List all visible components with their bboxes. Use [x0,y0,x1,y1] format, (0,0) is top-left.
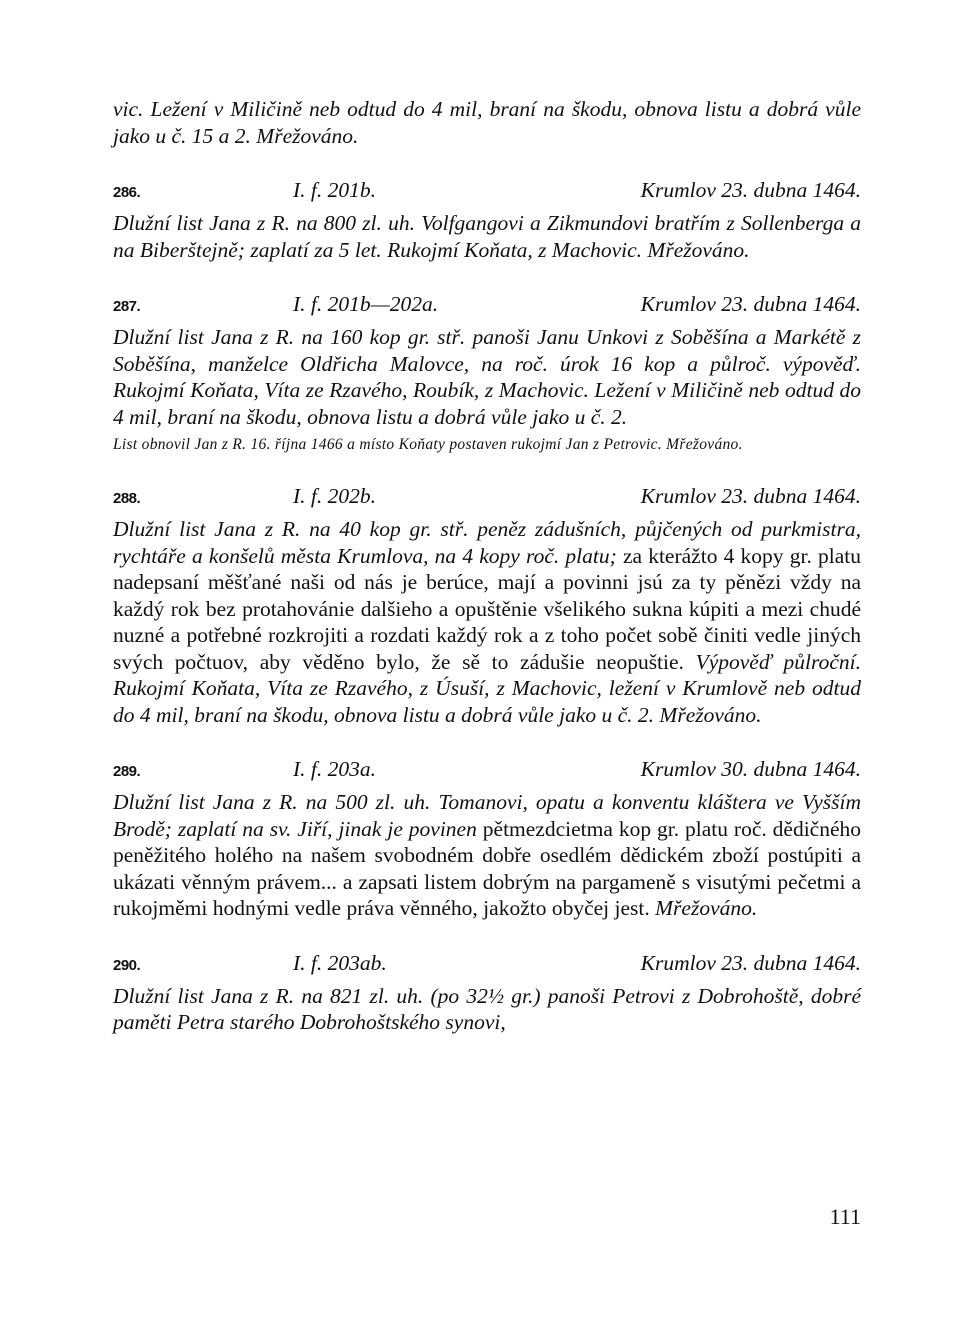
entry-folio-ref: I. f. 202b. [293,484,377,508]
entry-body-quotation: za kterážto 4 kopy gr. platu nadepsaní měšťané naši od nás je berúce, mají a povinni jsú za ty pěnězi vždy na každý rok bez protahovánie dalšieho a opuštěnie všelikého sukna kúpiti a mezi chudé nuzné a potřebné rozkrojiti a rozdati každý rok a z toho počet sobě činiti vedle jiných svých počtuov, aby věděno bylo, že sě to zádušie neopuštie. [113,543,861,674]
entry-body-quotation: pětmezdcietma kop gr. platu roč. dědičného peněžitého holého na našem svobodném dobře osedlém dědickém zboží postúpiti a ukázati věnným právem... a zapsati listem dobrým na pargameně s visutými pečetmi a rukojměmi hodnými vedle práva věnného, jakožto obyčej jest. [113,816,862,920]
entry-date: Krumlov 23. dubna 1464. [640,292,861,316]
entry-body: Dlužní list Jana z R. na 821 zl. uh. (po 32½ gr.) panoši Petrovi z Dobrohoště, dobré paměti Petra starého Dobrohoštského synovi, [113,983,861,1034]
entry-number: 286. [113,184,141,201]
entry-body-summary: Dlužní list Jana z R. na 500 zl. uh. Tomanovi, opatu a konventu kláštera ve Vyšším Brodě; zaplatí na sv. Jiří, jinak je povinen [113,790,861,841]
entry-folio-ref: I. f. 203a. [293,757,377,781]
entry-body-summary: Dlužní list Jana z R. na 40 kop gr. stř. peněz zádušních, půjčených od purkmistra, rychtáře a konšelů města Krumlova, na 4 kopy roč. platu; [113,517,861,568]
entry-289 [113,756,861,922]
entry-folio-ref: I. f. 201b. [293,178,377,202]
entry-header [113,950,861,979]
entry-number: 287. [113,298,141,315]
entry-290 [113,950,861,1036]
entry-body [113,789,861,922]
entry-folio-ref: I. f. 201b—202a. [293,292,439,316]
entry-number: 290. [113,956,141,974]
entry-body-conclusion: Mřežováno. [649,896,758,920]
entry-header [113,483,861,512]
page-content [113,96,861,1036]
intro-paragraph: vic. Ležení v Miličině neb odtud do 4 mil, braní na škodu, obnova listu a dobrá vůle jako u č. 15 a 2. Mřežováno. [113,97,861,148]
entry-288 [113,483,861,728]
entry-note: List obnovil Jan z R. 16. října 1466 a místo Koňaty postaven rukojmí Jan z Petrovic. Mřežováno. [113,436,743,453]
entry-number: 288. [113,490,141,507]
entry-date: Krumlov 23. dubna 1464. [640,178,861,202]
entry-date: Krumlov 30. dubna 1464. [640,757,861,781]
entry-286 [113,177,861,263]
entry-folio-ref: I. f. 203ab. [293,950,387,975]
entry-date: Krumlov 23. dubna 1464. [640,950,861,975]
page-number: 111 [829,1204,861,1229]
entry-header [113,291,861,320]
entry-date: Krumlov 23. dubna 1464. [640,484,861,508]
entry-header [113,756,861,785]
entry-body: Dlužní list Jana z R. na 160 kop gr. stř. panoši Janu Unkovi z Soběšína a Markétě z Soběšína, manželce Oldřicha Malovce, na roč. úrok 16 kop a půlroč. výpověď. Rukojmí Koňata, Víta ze Rzavého, Roubík, z Machovic. Ležení v Miličině neb odtud do 4 mil, braní na škodu, obnova listu a dobrá vůle jako u č. 2. [113,325,861,429]
entry-287 [113,291,861,455]
entry-body [113,516,861,728]
entry-body-conclusion: Výpověď půlroční. Rukojmí Koňata, Víta ze Rzavého, z Úsuší, z Machovic, ležení v Krumlově neb odtud do 4 mil, braní na škodu, obnova listu a dobrá vůle jako u č. 2. Mřežováno. [113,649,861,727]
entry-number: 289. [113,763,141,780]
entry-body: Dlužní list Jana z R. na 800 zl. uh. Volfgangovi a Zikmundovi bratřím z Sollenberga a na Biberštejně; zaplatí za 5 let. Rukojmí Koňata, z Machovic. Mřežováno. [113,211,861,262]
entry-header [113,177,861,206]
